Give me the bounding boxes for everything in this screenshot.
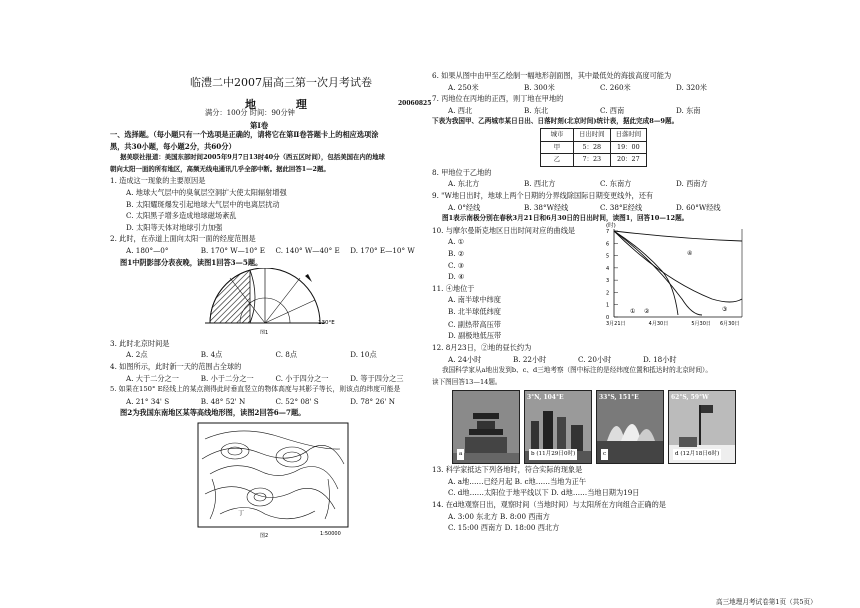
- chart-y-tick: 6: [606, 241, 610, 248]
- q9-option-b: B. 38°W经线: [524, 202, 569, 212]
- figure-1-diagram: [110, 268, 425, 334]
- q10-12-text: [432, 225, 592, 318]
- question-12: 12. 8月23日，②地的昼长约为: [432, 342, 532, 352]
- question-1: 1. 造成这一现象的主要原因是: [110, 176, 206, 186]
- chart-x-tick: 5月30日: [691, 320, 711, 327]
- intro-13b: 读下图回答13—14题。: [432, 377, 502, 386]
- q5-option-b: B. 48° 52' N: [200, 396, 246, 406]
- question-13: 13. 科学家抵达下列各地时，符合实际的现象是: [432, 465, 583, 475]
- chart-y-tick: 5: [606, 253, 610, 260]
- table-header-row: [541, 128, 647, 141]
- table-header: 城市: [541, 128, 574, 141]
- question-8: 8. 甲地位于乙地的: [432, 167, 492, 177]
- q7-option-c: C. 西南: [600, 105, 625, 115]
- q10-option-b: B. ②: [448, 248, 465, 258]
- photo-a: [452, 390, 520, 464]
- question-3: 3. 此时北京时间是: [110, 338, 170, 348]
- table-cell: 7：23: [574, 154, 611, 167]
- q11-option-b: B. 北半球低纬度: [448, 306, 501, 316]
- q4-option-d: D. 等于四分之三: [350, 373, 404, 383]
- photo-d: [668, 390, 736, 464]
- q9-options: [432, 202, 752, 214]
- table-cell: 20：27: [610, 154, 647, 167]
- q2-option-d: D. 170° E—10° W: [350, 245, 415, 255]
- date-code: 20060825: [398, 100, 432, 107]
- chart-y-tick: 7: [606, 228, 610, 235]
- chart-x-tick: 6月30日: [720, 320, 740, 327]
- q8-options: [432, 178, 752, 190]
- chart-y-unit: (时): [606, 222, 616, 229]
- q11-option-a: A. 南半球中纬度: [448, 295, 501, 305]
- sunrise-table: [540, 128, 647, 167]
- section-label: 第Ⅰ卷: [250, 121, 269, 130]
- table-note: 下表为我国甲、乙两城市某日日出、日落时刻(北京时间)统计表，据此完成8—9题。: [432, 117, 679, 126]
- figure-2-contour-map: [110, 419, 425, 539]
- fig3-note: 图1表示南极分别在春秋3月21日和6月30日的日出时间，读图1，回答10—12题。: [442, 214, 689, 223]
- right-column: [432, 70, 752, 534]
- q9-option-d: D. 60°W经线: [676, 202, 721, 212]
- q7-options: [432, 105, 752, 117]
- q3-option-d: D. 10点: [350, 350, 377, 360]
- q8-option-d: D. 西南方: [676, 179, 708, 189]
- photo-b-coords: 3°N, 104°E: [527, 394, 564, 402]
- photo-a-caption: a: [457, 449, 464, 461]
- part1-heading: 一、选择题。（每小题只有一个选项是正确的，请将它在第Ⅱ卷答题卡上的相应选项涂: [110, 130, 379, 139]
- q4-option-b: B. 小于二分之一: [200, 373, 254, 383]
- table-header: 日落时间: [610, 128, 647, 141]
- q4-option-c: C. 小于四分之一: [275, 373, 329, 383]
- q12-option-d: D. 18小时: [643, 354, 677, 364]
- subject-title: 地 理: [245, 98, 325, 111]
- q6-option-d: D. 320米: [676, 82, 707, 92]
- q5-option-d: D. 78° 26' N: [350, 396, 396, 406]
- sunrise-curve-chart: [592, 219, 752, 329]
- q10-option-c: C. ③: [448, 260, 465, 270]
- q13-options-ab: A. a地……已经月起 B. c地……当地为正午: [448, 476, 587, 486]
- q14-options-cd: C. 15:00 西南方 D. 18:00 西北方: [448, 523, 560, 533]
- q6-option-c: C. 260米: [600, 82, 631, 92]
- table-cell: 19：00: [610, 141, 647, 154]
- q5-option-a: A. 21° 34' S: [126, 396, 170, 406]
- q6-options: [432, 82, 752, 94]
- table-cell: 甲: [541, 141, 574, 154]
- question-14: 14. 在d地观察日出，观察时间（当地时间）与太阳所在方向组合正确的是: [432, 500, 666, 510]
- q5-options: [110, 396, 425, 408]
- chart-y-tick: 3: [606, 277, 610, 284]
- exam-title: 临澧二中2007届高三第一次月考试卷: [190, 76, 372, 89]
- q2-options: [110, 245, 425, 257]
- svg-text:②: ②: [644, 307, 650, 315]
- q9-option-a: A. 0°经线: [448, 202, 481, 212]
- question-6: 6. 如果从图中由甲至乙绘制一幅地形剖面图，其中最低处的海拔高度可能为: [432, 71, 672, 80]
- q2-option-c: C. 140° W—40° E: [275, 245, 340, 255]
- q6-option-a: A. 250米: [448, 82, 479, 92]
- page-footer: 高三地理月考试卷第1页（共5页）: [716, 598, 817, 606]
- chart-x-tick: 3月21日: [606, 320, 626, 327]
- q1-option-c: C. 太阳黑子增多造成地球磁场紊乱: [126, 211, 237, 221]
- svg-text:④: ④: [687, 249, 693, 257]
- q4-options: [110, 373, 425, 385]
- score-time: 满分：100分 时间：90分钟: [205, 108, 295, 117]
- svg-text:①: ①: [630, 307, 636, 315]
- question-2: 2. 此时，在赤道上面向太阳一面的经度范围是: [110, 234, 256, 244]
- table-header: 日出时间: [574, 128, 611, 141]
- fig2-label: 图2: [260, 532, 269, 539]
- q8-option-b: B. 西北方: [524, 179, 556, 189]
- q13-options-cd: C. d地……太阳位于地平线以下 D. d地……当地日期为19日: [448, 488, 640, 498]
- q5-option-c: C. 52° 08' S: [275, 396, 319, 406]
- q8-option-c: C. 东南方: [600, 179, 632, 189]
- news-text-2: 朝向太阳一面的所有地区，高频无线电通讯几乎全部中断。据此回答1—2题。: [110, 164, 330, 173]
- q9-option-c: C. 38°E经线: [600, 202, 643, 212]
- location-photos: [452, 390, 752, 464]
- q7-option-a: A. 西北: [448, 105, 473, 115]
- photo-b-caption: b (11月29日0时): [529, 449, 577, 461]
- svg-text:③: ③: [722, 305, 728, 313]
- q12-options: [432, 354, 708, 366]
- chart-y-tick: 4: [606, 265, 610, 272]
- photo-c-coords: 33°S, 151°E: [599, 394, 639, 402]
- q3-option-c: C. 8点: [275, 350, 298, 360]
- q1-option-a: A. 地球大气层中的臭氧层空洞扩大使太阳辐射增强: [126, 187, 287, 197]
- q14-options-ab: A. 3:00 东北方 B. 8:00 西南方: [448, 511, 550, 521]
- q8-option-a: A. 东北方: [448, 179, 480, 189]
- fig1-note: 图1中阴影部分表夜晚，读图1回答3—5题。: [120, 257, 263, 267]
- question-7: 7. 丙地位在丙地的正西，则丁地在甲地的: [432, 94, 564, 104]
- news-text: 据美联社报道：美国东部时间2005年9月7日13时40分（西五区时间），包括美国在内的地球: [120, 153, 385, 162]
- photo-c-caption: c: [601, 449, 608, 461]
- photo-d-coords: 62°S, 59°W: [671, 394, 709, 402]
- photo-c: [596, 390, 664, 464]
- photo-d-caption: d (12月18日6时): [673, 449, 721, 461]
- q2-option-a: A. 180°—0°: [126, 245, 169, 255]
- intro-13: 我国科学家从a地出发到b、c、d三地考察（图中标注的是经纬度位置和抵达时的北京时间）。: [442, 366, 712, 375]
- q1-option-b: B. 太阳耀斑爆发引起地球大气层中的电离层扰动: [126, 199, 280, 209]
- q7-option-b: B. 东北: [524, 105, 549, 115]
- q3-option-a: A. 2点: [126, 350, 148, 360]
- fig2-note: 图2为我国东南地区某等高线地形图，读图2回答6—7题。: [120, 408, 306, 418]
- q12-option-b: B. 22小时: [513, 354, 547, 364]
- fig2-scale: 1:50000: [320, 530, 341, 537]
- q10-option-d: D. ④: [448, 272, 465, 282]
- q10-option-a: A. ①: [448, 237, 465, 247]
- q11-option-c: C. 副热带高压带: [448, 319, 501, 329]
- question-4: 4. 如图所示，此时新一天的范围占全球的: [110, 361, 242, 371]
- question-5: 5. 如果在150° E经线上的某点测得此时垂直竖立的物体高度与其影子等长，则该点的纬度可能是: [110, 385, 401, 394]
- q6-option-b: B. 300米: [524, 82, 555, 92]
- chart-y-tick: 0: [606, 314, 610, 321]
- question-10: 10. 与摩尔曼斯克地区日出时间对应的曲线是: [432, 225, 576, 235]
- q3-option-b: B. 4点: [200, 350, 223, 360]
- q1-option-d: D. 太阳等天体对地球引力加强: [126, 222, 223, 232]
- fig1-label: 图1: [260, 330, 269, 335]
- question-9: 9. "W地日出时，地球上两个日期的分界线除国际日期变更线外，还有: [432, 190, 654, 200]
- photo-b: [524, 390, 592, 464]
- q7-option-d: D. 东南: [676, 105, 701, 115]
- fig2-mark: 丁: [238, 509, 245, 517]
- q2-option-b: B. 170° W—10° E: [200, 245, 266, 255]
- q11-option-d: D. 副极地低压带: [448, 331, 502, 341]
- table-row: [541, 141, 647, 154]
- table-row: [541, 154, 647, 167]
- q12-option-c: C. 20小时: [578, 354, 612, 364]
- table-cell: 5：28: [574, 141, 611, 154]
- fig1-longitude: 130°E: [318, 320, 335, 327]
- part1-heading-2: 黑，共30小题，每小题2分，共60分）: [110, 141, 236, 151]
- chart-y-tick: 1: [606, 302, 610, 309]
- chart-x-tick: 4月30日: [648, 320, 669, 327]
- q12-option-a: A. 24小时: [448, 354, 482, 364]
- chart-y-tick: 2: [606, 290, 610, 297]
- left-column: [110, 129, 425, 542]
- question-11: 11. ④地位于: [432, 283, 475, 293]
- table-cell: 乙: [541, 154, 574, 167]
- q3-options: [110, 349, 425, 361]
- q4-option-a: A. 大于二分之一: [126, 373, 179, 383]
